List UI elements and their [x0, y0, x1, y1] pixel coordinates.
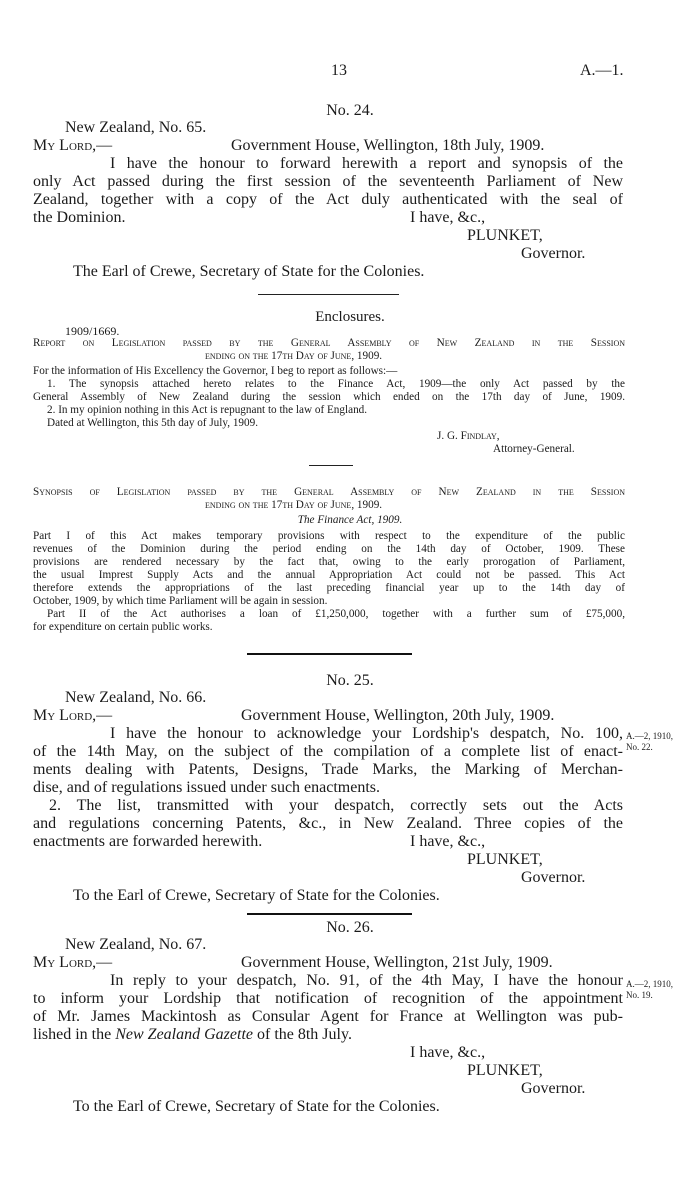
- enclosures-heading: Enclosures.: [315, 309, 385, 325]
- gazette-title: New Zealand Gazette: [115, 1026, 253, 1043]
- letter-25-place-date: Government House, Wellington, 20th July, 1909.: [241, 707, 555, 724]
- letter-25-origin: New Zealand, No. 66.: [65, 689, 207, 706]
- letter-26-body-line: lished in the New Zealand Gazette of the 8th July.: [33, 1026, 352, 1043]
- margin-reference-number: No. 22.: [626, 742, 653, 752]
- letter-25-body-line: dise, and of regulations issued under such enactments.: [33, 779, 381, 796]
- letter-24-body-line: the Dominion.: [33, 209, 126, 226]
- synopsis-part1-line: revenues of the Dominion during the period ending on the 14th day of October, 1909. These: [33, 543, 625, 555]
- report-item-1: General Assembly of New Zealand during the session which ended on the 17th day of June, 1909.: [33, 391, 625, 403]
- letter-25-body-line: I have the honour to acknowledge your Lordship's despatch, No. 100,: [110, 725, 623, 742]
- letter-25-number: No. 25.: [326, 672, 374, 689]
- document-reference: A.—1.: [580, 62, 624, 79]
- letter-24-body-line: only Act passed during the first session of the seventeenth Parliament of New: [33, 173, 623, 190]
- synopsis-part1-line: October, 1909, by which time Parliament will be again in session.: [33, 595, 328, 607]
- synopsis-title-line: Synopsis of Legislation passed by the General Assembly of New Zealand in the Session: [33, 486, 625, 498]
- page-number: 13: [331, 62, 347, 79]
- letter-25-salutation: My Lord,—: [33, 707, 113, 724]
- letter-25-addressee: To the Earl of Crewe, Secretary of State for the Colonies.: [73, 887, 440, 904]
- letter-26-signer-title: Governor.: [521, 1080, 586, 1097]
- letter-24-signature: PLUNKET,: [467, 227, 543, 244]
- report-title-line: ending on the 17th Day of June, 1909.: [205, 350, 383, 362]
- letter-25-body-line: ments dealing with Patents, Designs, Trade Marks, the Marking of Merchan-: [33, 761, 623, 778]
- letter-26-place-date: Government House, Wellington, 21st July, 1909.: [241, 954, 553, 971]
- report-signer: J. G. Findlay,: [437, 430, 500, 442]
- letter-24-origin: New Zealand, No. 65.: [65, 119, 207, 136]
- letter-25-signature: PLUNKET,: [467, 851, 543, 868]
- letter-25-para2-line: and regulations concerning Patents, &c., in New Zealand. Three copies of the: [33, 815, 623, 832]
- margin-reference-number: No. 19.: [626, 990, 653, 1000]
- section-divider: [258, 294, 399, 295]
- letter-24-signer-title: Governor.: [521, 245, 586, 262]
- synopsis-part1-line: provisions are rendered necessary by the fact that, owing to the early prorogation of Parliament,: [33, 556, 625, 568]
- synopsis-part2-line: for expenditure on certain public works.: [33, 621, 213, 633]
- letter-26-addressee: To the Earl of Crewe, Secretary of State for the Colonies.: [73, 1098, 440, 1115]
- letter-25-signer-title: Governor.: [521, 869, 586, 886]
- report-dated: Dated at Wellington, this 5th day of July, 1909.: [47, 417, 259, 429]
- letter-24-body-line: Zealand, together with a copy of the Act duly authenticated with the seal of: [33, 191, 623, 208]
- letter-25-closing: I have, &c.,: [410, 833, 486, 850]
- letter-24-body-line: I have the honour to forward herewith a report and synopsis of the: [110, 155, 623, 172]
- enclosure-file-ref: 1909/1669.: [65, 324, 120, 338]
- section-divider: [309, 465, 353, 466]
- letter-26-body-line: In reply to your despatch, No. 91, of the 4th May, I have the honour: [110, 972, 623, 989]
- letter-24-number: No. 24.: [326, 102, 374, 119]
- report-item-2: 2. In my opinion nothing in this Act is repugnant to the law of England.: [47, 404, 368, 416]
- section-divider: [247, 653, 412, 655]
- synopsis-part1-line: the usual Imprest Supply Acts and the annual Appropriation Act could not be passed. This Act: [33, 569, 625, 581]
- letter-26-origin: New Zealand, No. 67.: [65, 936, 207, 953]
- letter-26-body-line: of Mr. James Mackintosh as Consular Agent for France at Wellington was pub-: [33, 1008, 623, 1025]
- report-title-line: Report on Legislation passed by the General Assembly of New Zealand in the Session: [33, 337, 625, 349]
- act-name: The Finance Act, 1909.: [297, 514, 403, 526]
- report-intro: For the information of His Excellency the Governor, I beg to report as follows:—: [33, 365, 398, 377]
- section-divider: [247, 913, 412, 915]
- letter-24-salutation: My Lord,—: [33, 137, 113, 154]
- letter-26-closing: I have, &c.,: [410, 1044, 486, 1061]
- report-signer-title: Attorney-General.: [493, 443, 575, 455]
- report-item-1: 1. The synopsis attached hereto relates to the Finance Act, 1909—the only Act passed by the: [47, 378, 625, 390]
- letter-26-body-line: to inform your Lordship that notification of recognition of the appointment: [33, 990, 623, 1007]
- margin-reference: A.—2, 1910,: [626, 979, 673, 989]
- letter-24-closing: I have, &c.,: [410, 209, 486, 226]
- synopsis-part1-line: therefore extends the appropriations of the last preceding financial year up to the 14th day of: [33, 582, 625, 594]
- letter-24-place-date: Government House, Wellington, 18th July, 1909.: [231, 137, 545, 154]
- margin-reference: A.—2, 1910,: [626, 731, 673, 741]
- letter-25-body-line: of the 14th May, on the subject of the compilation of a complete list of enact-: [33, 743, 623, 760]
- letter-25-para2-line: enactments are forwarded herewith.: [33, 833, 263, 850]
- letter-26-number: No. 26.: [326, 919, 374, 936]
- letter-26-signature: PLUNKET,: [467, 1062, 543, 1079]
- synopsis-part2-line: Part II of the Act authorises a loan of £1,250,000, together with a further sum of £75,000,: [47, 608, 625, 620]
- letter-25-para2-line: 2. The list, transmitted with your despatch, correctly sets out the Acts: [49, 797, 623, 814]
- synopsis-part1-line: Part I of this Act makes temporary provisions with respect to the expenditure of the public: [33, 530, 625, 542]
- letter-26-salutation: My Lord,—: [33, 954, 113, 971]
- synopsis-title-line: ending on the 17th Day of June, 1909.: [205, 499, 383, 511]
- letter-24-addressee: The Earl of Crewe, Secretary of State for the Colonies.: [73, 263, 425, 280]
